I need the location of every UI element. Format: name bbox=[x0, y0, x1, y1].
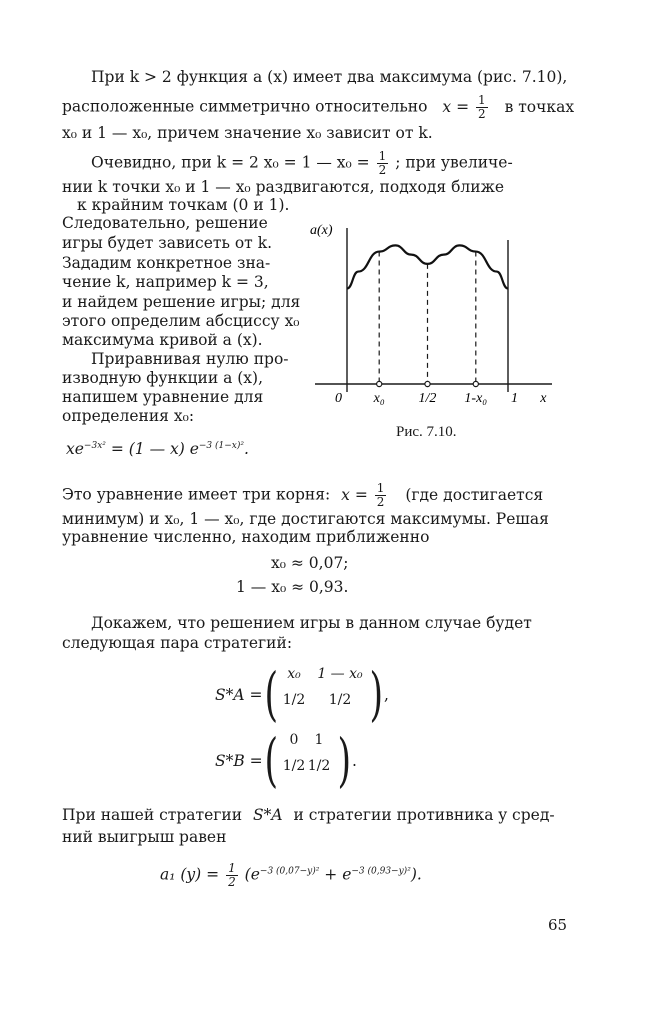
text-line-8: игры будет зависеть от k. bbox=[62, 234, 273, 252]
text-line-25 bbox=[62, 806, 555, 824]
text-line-18 bbox=[62, 482, 543, 509]
marker-point bbox=[377, 381, 382, 386]
text-line-23: Докажем, что решением игры в данном случае будет bbox=[91, 614, 532, 632]
text-line-13: максимума кривой a (x). bbox=[62, 331, 263, 349]
fraction-half bbox=[375, 482, 387, 509]
eq-exp: −3x² bbox=[83, 440, 106, 451]
marker-point bbox=[425, 381, 430, 386]
text-line-7: Следовательно, решение bbox=[62, 214, 268, 232]
page-number: 65 bbox=[548, 916, 568, 934]
frac-den: 2 bbox=[478, 107, 486, 121]
math-x-eq: x = bbox=[442, 97, 470, 116]
text-fragment: ; при увеличе- bbox=[395, 153, 513, 172]
text-line-5: нии k точки x₀ и 1 — x₀ раздвигаются, подходя ближе bbox=[62, 178, 505, 196]
frac-num: 1 bbox=[228, 861, 236, 875]
text-fragment: Очевидно, при k = 2 x₀ = 1 — x₀ = bbox=[91, 153, 370, 172]
frac-den: 2 bbox=[228, 875, 236, 889]
matrix-cell: 1/2 bbox=[328, 692, 352, 708]
math-x-eq: x = bbox=[341, 485, 368, 504]
text-line-24: следующая пара стратегий: bbox=[62, 634, 293, 652]
text-fragment: в точках bbox=[504, 97, 575, 116]
fraction-half bbox=[476, 94, 488, 121]
math-sa: S*A bbox=[253, 806, 283, 824]
paren-right: ) bbox=[369, 660, 384, 728]
tick-label: 0 bbox=[335, 391, 342, 406]
matrix-cell: x₀ bbox=[287, 666, 301, 682]
paren-left: ( bbox=[264, 660, 279, 728]
text-line-2 bbox=[62, 94, 574, 121]
frac-den: 2 bbox=[378, 163, 387, 177]
matrix-cell: 1/2 bbox=[282, 692, 306, 708]
text-line-15: изводную функции a (x), bbox=[62, 369, 264, 387]
text-line-26: ний выигрыш равен bbox=[62, 828, 227, 846]
matrix-cell: 1/2 bbox=[282, 758, 306, 774]
marker-point bbox=[473, 381, 478, 386]
text-line-11: и найдем решение игры; для bbox=[62, 293, 301, 311]
text-line-14: Приравнивая нулю про- bbox=[91, 350, 289, 368]
text-fragment: (где достигается bbox=[405, 485, 544, 504]
punct: . bbox=[352, 752, 357, 770]
eq-part: (e bbox=[244, 865, 260, 884]
text-line-10: чение k, например k = 3, bbox=[62, 273, 269, 291]
tick-label: x₀ bbox=[373, 391, 385, 406]
eq-exp: −3 (0,07−y)² bbox=[259, 866, 320, 877]
text-line-12: этого определим абсциссу x₀ bbox=[62, 312, 300, 330]
text-fragment: Это уравнение имеет три корня: bbox=[62, 485, 331, 504]
text-line-9: Зададим конкретное зна- bbox=[62, 254, 271, 272]
tick-label: 1/2 bbox=[418, 391, 437, 406]
y-axis-label: a(x) bbox=[310, 223, 333, 238]
strategy-sb-label: S*B = bbox=[215, 752, 263, 770]
text-line-19: минимум) и x₀, 1 — x₀, где достигаются максимумы. Решая bbox=[62, 510, 549, 528]
tick-label: 1-x₀ bbox=[464, 391, 488, 406]
text-line-3: x₀ и 1 — x₀, причем значение x₀ зависит от k. bbox=[62, 124, 433, 142]
eq-part: ). bbox=[410, 865, 422, 884]
text-line-4 bbox=[91, 150, 513, 177]
figure-caption: Рис. 7.10. bbox=[396, 424, 457, 440]
text-line-17: определения x₀: bbox=[62, 407, 195, 425]
eq-part: + e bbox=[324, 865, 352, 884]
fraction-half bbox=[377, 150, 389, 177]
frac-den: 2 bbox=[376, 495, 385, 509]
text-line-22: 1 — x₀ ≈ 0,93. bbox=[236, 578, 349, 596]
text-line-20: уравнение численно, находим приближенно bbox=[62, 528, 430, 546]
eq-part: xe bbox=[66, 440, 84, 458]
eq-exp: −3 (0,93−y)² bbox=[351, 866, 411, 877]
tick-label: x bbox=[540, 391, 547, 406]
paren-right: ) bbox=[337, 726, 352, 794]
punct: , bbox=[384, 686, 389, 704]
text-fragment: При нашей стратегии bbox=[62, 806, 243, 824]
equation-a1 bbox=[160, 862, 422, 889]
text-line-21: x₀ ≈ 0,07; bbox=[271, 554, 349, 572]
text-line-6: к крайним точкам (0 и 1). bbox=[77, 196, 290, 214]
matrix-cell: 1/2 bbox=[307, 758, 331, 774]
matrix-cell: 1 bbox=[314, 732, 324, 748]
eq-part: = (1 — x) e bbox=[110, 440, 199, 458]
matrix-cell: 0 bbox=[289, 732, 299, 748]
equation-maximum bbox=[66, 440, 249, 458]
eq-part: a₁ (y) = bbox=[160, 865, 220, 884]
fraction-half bbox=[226, 862, 238, 889]
frac-num: 1 bbox=[478, 93, 486, 107]
text-fragment: расположенные симметрично относительно bbox=[62, 97, 428, 116]
strategy-sa-label: S*A = bbox=[215, 686, 263, 704]
paren-left: ( bbox=[264, 726, 279, 794]
frac-num: 1 bbox=[376, 481, 385, 495]
text-line-16: напишем уравнение для bbox=[62, 388, 264, 406]
text-line-1: При k > 2 функция a (x) имеет два максимума (рис. 7.10), bbox=[91, 68, 568, 86]
figure-7-10 bbox=[300, 210, 570, 440]
matrix-cell: 1 — x₀ bbox=[317, 666, 363, 682]
text-fragment: и стратегии противника y сред- bbox=[293, 806, 555, 824]
eq-part: . bbox=[244, 440, 249, 458]
eq-exp: −3 (1−x)² bbox=[198, 440, 244, 451]
frac-num: 1 bbox=[378, 149, 387, 163]
tick-label: 1 bbox=[511, 391, 518, 406]
